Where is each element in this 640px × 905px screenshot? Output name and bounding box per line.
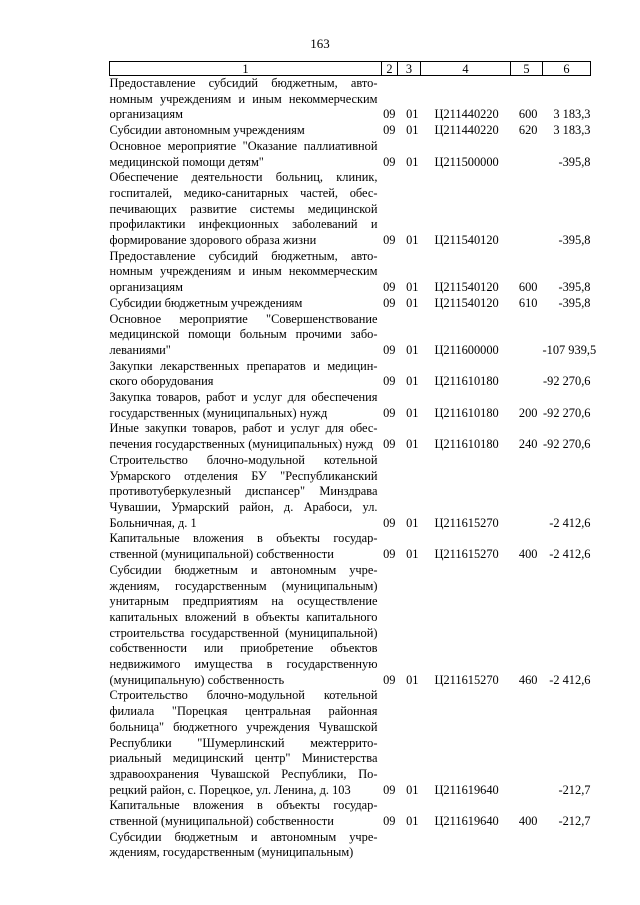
row-amount: -212,7 [558,782,591,797]
row-subsection: 01 [406,515,419,530]
column-header-1: 1 [110,62,382,76]
row-section: 09 [383,123,396,138]
table-row [110,453,591,532]
row-name: Обеспечение деятельности больниц, клиник, госпиталей, медико-санитарных частей, обеспечивающих развитие системы медицинской профилактики инфекционных заболеваний и формирование здорового образа жизни [109,170,378,248]
table-row [110,830,591,861]
row-section: 09 [383,295,396,310]
row-section: 09 [383,405,396,420]
row-name: Субсидии бюджетным и автономным учреждениям, государственным (муниципальным) унитарным предприятиям на осуществление капитальных вложений в объекты капитального строительства государственной (муниципальной) собственности или приобретение объектов недвижимого имущества в государственную (муниципальную) собственность [109,562,378,687]
row-name: Строительство блочно-модульной котельной Урмарского отделения БУ "Республиканский противотуберкулезный диспансер" Минздрава Чувашии, Урмарский район, д. Арабоси, ул. Больничная, д. 1 [109,452,378,530]
row-amount: -395,8 [558,154,591,169]
row-target-code: Ц211540120 [434,233,499,248]
row-name: Закупка товаров, работ и услуг для обеспечения государственных (муниципальных) нужд [109,390,378,420]
row-name: Капитальные вложения в объекты государственной (муниципальной) собственности [109,531,378,562]
row-expense-type: 610 [518,295,538,310]
row-amount: -395,8 [558,295,591,310]
row-expense-type [511,830,543,861]
table-row [110,563,591,689]
column-header-3: 3 [398,62,421,76]
row-name: Субсидии бюджетным учреждениям [109,295,303,310]
row-name: Капитальные вложения в объекты государственной (муниципальной) собственности [109,798,378,829]
row-name: Предоставление субсидий бюджетным, автономным учреждениям и иным некоммерческим организациям [109,248,378,295]
table-row [110,170,591,249]
row-amount: 3 183,3 [553,123,591,138]
row-expense-type: 200 [518,405,538,420]
row-target-code: Ц211600000 [434,342,499,357]
row-section: 09 [383,374,396,389]
row-section: 09 [383,515,396,530]
row-subsection: 01 [406,782,419,797]
row-amount: -92 270,6 [543,405,591,420]
row-section: 09 [383,280,396,295]
row-subsection: 01 [406,123,419,138]
row-amount: -212,7 [558,814,591,829]
row-subsection: 01 [406,233,419,248]
row-section: 09 [383,107,396,122]
table-row [110,531,591,562]
table-row [110,76,591,124]
row-subsection: 01 [406,814,419,829]
table-row [110,123,591,139]
row-amount: -92 270,6 [543,437,591,452]
row-section: 09 [383,814,396,829]
row-target-code: Ц211619640 [434,782,499,797]
row-subsection: 01 [406,295,419,310]
row-target-code: Ц211610180 [434,374,499,389]
row-target-code: Ц211440220 [434,107,499,122]
row-expense-type [511,359,543,390]
row-subsection: 01 [406,154,419,169]
row-target-code: Ц211440220 [434,123,499,138]
row-name: Строительство блочно-модульной котельной филиала "Порецкая центральная районная больница" бюджетного учреждения Чувашской Республики "Шумерлинский межтерриториальный медицинский центр" Министерства здравоохранения Чувашской Республики, Порецкий район, с. Порецкое, ул. Ленина, д. 103 [109,688,378,797]
budget-table [109,61,597,861]
table-header-row [110,62,591,76]
row-subsection: 01 [406,342,419,357]
row-expense-type [511,453,543,532]
table-row [110,390,591,421]
table-row [110,249,591,296]
row-section: 09 [383,547,396,562]
row-expense-type [511,170,543,249]
row-expense-type [511,688,543,798]
row-section: 09 [383,233,396,248]
row-section: 09 [383,672,396,687]
row-target-code: Ц211610180 [434,437,499,452]
row-expense-type: 400 [518,547,538,562]
row-name: Субсидии бюджетным и автономным учреждениям, государственным (муниципальным) [109,829,378,860]
row-amount: -2 412,6 [549,515,591,530]
row-expense-type: 400 [518,814,538,829]
column-header-2: 2 [382,62,398,76]
row-name: Основное мероприятие "Оказание паллиативной медицинской помощи детям" [109,138,378,169]
row-target-code: Ц211540120 [434,295,499,310]
row-expense-type: 600 [518,280,538,295]
row-subsection: 01 [406,405,419,420]
row-name: Субсидии автономным учреждениям [109,123,305,138]
row-subsection: 01 [406,547,419,562]
column-header-4: 4 [421,62,511,76]
row-amount: -2 412,6 [549,547,591,562]
table-row [110,359,591,390]
row-target-code: Ц211619640 [434,814,499,829]
row-target-code: Ц211615270 [434,547,499,562]
row-name: Основное мероприятие "Совершенствование медицинской помощи больным прочими заболеваниями" [109,311,378,357]
row-amount: -107 939,5 [542,342,597,357]
row-amount [543,830,591,861]
row-subsection: 01 [406,672,419,687]
column-header-6: 6 [543,62,591,76]
row-name: Иные закупки товаров, работ и услуг для обеспечения государственных (муниципальных) нужд [109,421,378,452]
row-expense-type [511,312,543,359]
row-subsection: 01 [406,280,419,295]
row-subsection: 01 [406,107,419,122]
table-row [110,312,591,359]
row-subsection: 01 [406,437,419,452]
row-amount: -395,8 [558,233,591,248]
row-subsection: 01 [406,374,419,389]
row-amount: 3 183,3 [553,107,591,122]
row-name: Закупки лекарственных препаратов и медицинского оборудования [109,358,378,389]
table-row [110,296,591,312]
row-amount: -92 270,6 [543,374,591,389]
column-header-5: 5 [511,62,543,76]
table-row [110,688,591,798]
page-number: 163 [310,36,330,51]
row-expense-type [511,139,543,170]
row-target-code: Ц211615270 [434,515,499,530]
row-amount: -395,8 [558,280,591,295]
row-name: Предоставление субсидий бюджетным, автономным учреждениям и иным некоммерческим организациям [109,76,378,122]
row-target-code: Ц211615270 [434,672,499,687]
row-target-code: Ц211610180 [434,405,499,420]
row-section [382,830,398,861]
row-expense-type: 620 [518,123,538,138]
row-expense-type: 460 [518,672,538,687]
row-target-code: Ц211500000 [434,154,499,169]
row-section: 09 [383,154,396,169]
row-subsection [398,830,421,861]
row-target-code [421,830,511,861]
table-row [110,421,591,452]
row-section: 09 [383,342,396,357]
row-amount: -2 412,6 [549,672,591,687]
row-section: 09 [383,782,396,797]
row-section: 09 [383,437,396,452]
table-row [110,798,591,829]
table-row [110,139,591,170]
row-expense-type: 600 [518,107,538,122]
row-expense-type: 240 [518,437,538,452]
row-target-code: Ц211540120 [434,280,499,295]
